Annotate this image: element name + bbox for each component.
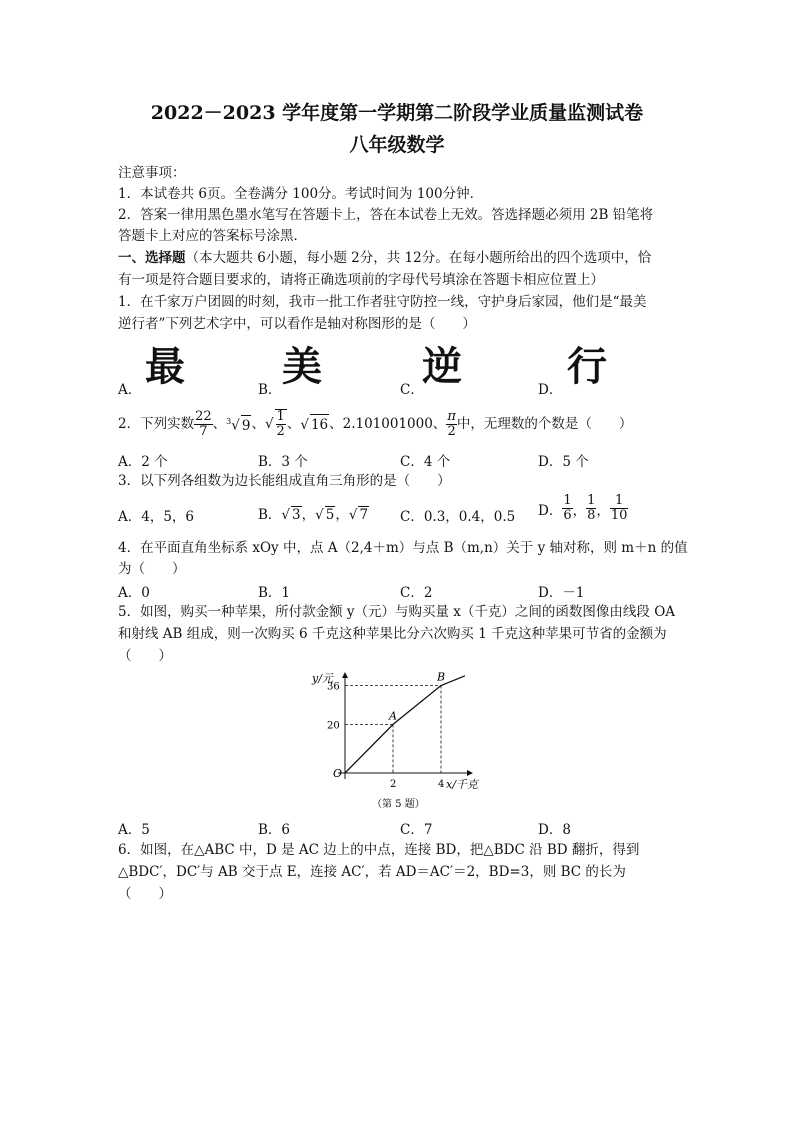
q2-pi-den: 2 <box>447 423 456 439</box>
section1-line-1 <box>118 248 651 268</box>
y-tick-20: 20 <box>327 720 340 732</box>
q5-option-d: D．8 <box>538 822 571 838</box>
q3-optd-d2: 8 <box>587 508 596 523</box>
q1-option-c-label: C． <box>400 382 424 398</box>
q1-line-2: 逆行者”下列艺术字中，可以看作是轴对称图形的是（ ） <box>118 316 476 332</box>
q4-option-c: C．2 <box>400 585 433 601</box>
q3-option-a: A．4，5，6 <box>118 509 195 525</box>
q2-sqrt-frac-num: 1 <box>276 409 285 424</box>
q3-optb-comma1: ， <box>301 507 316 523</box>
q5-line-1: 5．如图，购买一种苹果，所付款金额 y（元）与购买量 x（千克）之间的函数图像由线段 OA <box>118 604 676 620</box>
q4-option-d: D．－1 <box>538 585 585 601</box>
y-tick-36: 36 <box>327 681 340 693</box>
q2-option-c: C．4 个 <box>400 454 451 470</box>
q2-sep-1: 、 <box>212 416 227 432</box>
q3-optd-n3: 1 <box>610 494 629 509</box>
q2-option-a: A．2 个 <box>118 454 168 470</box>
q1-option-d-label: D． <box>538 382 563 398</box>
notes-item-1: 1．本试卷共 6页。全卷满分 100分。考试时间为 100分钟． <box>118 186 484 202</box>
y-axis-label: y/元 <box>312 672 333 685</box>
q2-decimal: 、2.101001000、 <box>329 416 447 432</box>
q2-pi-num: π <box>447 408 456 424</box>
q2-fraction-pi-2 <box>446 410 457 439</box>
point-label-A: A <box>389 709 397 723</box>
q5-function-graph <box>290 665 510 815</box>
graph-caption: （第 5 题） <box>372 799 425 810</box>
q4-line-2: 为（ ） <box>118 561 186 577</box>
q3-option-d <box>538 494 628 523</box>
q4-option-b: B．1 <box>258 585 291 601</box>
q6-line-2: △BDC′，DC′与 AB 交于点 E，连接 AC′，若 AD＝AC′＝2，BD=3，则 BC 的长为 <box>118 864 626 880</box>
q2-stem <box>118 404 632 444</box>
q3-optd-label: D． <box>538 502 563 519</box>
q2-cbrt-radicand: 9 <box>241 415 252 436</box>
q2-option-b: B．3 个 <box>258 454 308 470</box>
q1-line-1: 1．在千家万户团圆的时刻，我市一批工作者驻守防控一线，守护身后家园，他们是“最美 <box>118 294 647 310</box>
q3-optb-comma2: ， <box>335 507 349 523</box>
q3-optd-comma2: ， <box>596 502 610 519</box>
q1-option-c-art-char: 逆 <box>422 344 462 390</box>
q5-option-c: C．7 <box>400 822 433 838</box>
q3-optd-d3: 10 <box>610 508 628 523</box>
q3-optb-label: B． <box>258 507 282 523</box>
q3-optb-r2: 5 <box>325 507 335 523</box>
q1-option-a-art-char: 最 <box>145 344 185 390</box>
exam-title: 2022－2023 学年度第一学期第二阶段学业质量监测试卷 <box>150 102 644 124</box>
q3-optd-comma1: ， <box>572 502 587 519</box>
q3-option-c: C．0.3，0.4，0.5 <box>400 509 516 525</box>
section1-desc-a: （本大题共 6小题，每小题 2分，共 12分。在每小题所给出的四个选项中，恰 <box>185 250 652 266</box>
exam-subtitle: 八年级数学 <box>349 134 445 156</box>
q2-suffix: 中，无理数的个数是（ ） <box>456 416 633 432</box>
q1-option-a-label: A． <box>118 382 142 398</box>
q3-stem: 3．以下列各组数为边长能组成直角三角形的是（ ） <box>118 473 451 489</box>
q2-cbrt-index: 3 <box>226 417 232 427</box>
q5-line-2: 和射线 AB 组成，则一次购买 6 千克这种苹果比分六次购买 1 千克这种苹果可节省的金额为 <box>118 626 667 642</box>
q3-optb-r3: 7 <box>359 507 369 523</box>
q4-option-a: A．0 <box>118 585 150 601</box>
q2-sqrt-frac-den: 2 <box>276 424 285 439</box>
point-label-O: O <box>333 767 343 780</box>
q2-sep-3: 、 <box>286 416 301 432</box>
q2-sqrt-half: √ $\frac{1}{2}$ <box>264 409 285 439</box>
q2-sqrt-16: √ 16 <box>300 414 329 435</box>
q2-cube-root: $^3$√ 9 <box>226 412 251 436</box>
notes-heading: 注意事项： <box>118 165 186 181</box>
q4-line-1: 4．在平面直角坐标系 xOy 中，点 A（2,4＋m）与点 B（m,n）关于 y 轴对称，则 m＋n 的值 <box>118 540 688 556</box>
q3-optd-d1: 6 <box>563 508 572 523</box>
section1-label: 一、选择题 <box>118 250 186 266</box>
q3-optd-n1: 1 <box>563 493 572 508</box>
q2-fraction-22-7 <box>194 410 213 439</box>
q2-sqrt16-radicand: 16 <box>310 414 329 435</box>
q2-prefix: 2．下列实数 <box>118 416 195 432</box>
point-label-B: B <box>437 670 446 684</box>
q3-option-b: B．√ 3，√ 5，√ 7 <box>258 507 369 523</box>
x-tick-2: 2 <box>390 779 397 790</box>
q6-line-1: 6．如图，在△ABC 中，D 是 AC 边上的中点，连接 BD，把△BDC 沿 BD 翻折，得到 <box>118 842 640 858</box>
q1-option-d-art-char: 行 <box>567 344 607 390</box>
q5-line-3: （ ） <box>118 648 172 664</box>
q2-option-d: D．5 个 <box>538 454 589 470</box>
q2-sep-2: 、 <box>251 416 265 432</box>
x-axis-label: x/千克 <box>446 778 478 791</box>
q2-f1-den: 7 <box>199 423 208 439</box>
q3-optb-r1: 3 <box>292 507 301 523</box>
q1-option-b-art-char: 美 <box>282 344 322 390</box>
notes-item-2a: 2．答案一律用黑色墨水笔写在答题卡上，答在本试卷上无效。答选择题必须用 2B 铅笔将 <box>118 207 654 223</box>
x-tick-4: 4 <box>438 779 445 790</box>
q5-option-a: A．5 <box>118 822 150 838</box>
section1-desc-b: 有一项是符合题目要求的，请将正确选项前的字母代号填涂在答题卡相应位置上） <box>118 272 604 288</box>
q6-line-3: （ ） <box>118 886 172 902</box>
q1-option-b-label: B． <box>258 382 282 398</box>
notes-item-2b: 答题卡上对应的答案标号涂黑． <box>118 228 307 244</box>
q3-optd-n2: 1 <box>587 493 596 508</box>
q5-option-b: B．6 <box>258 822 291 838</box>
q2-f1-num: 22 <box>195 408 212 424</box>
